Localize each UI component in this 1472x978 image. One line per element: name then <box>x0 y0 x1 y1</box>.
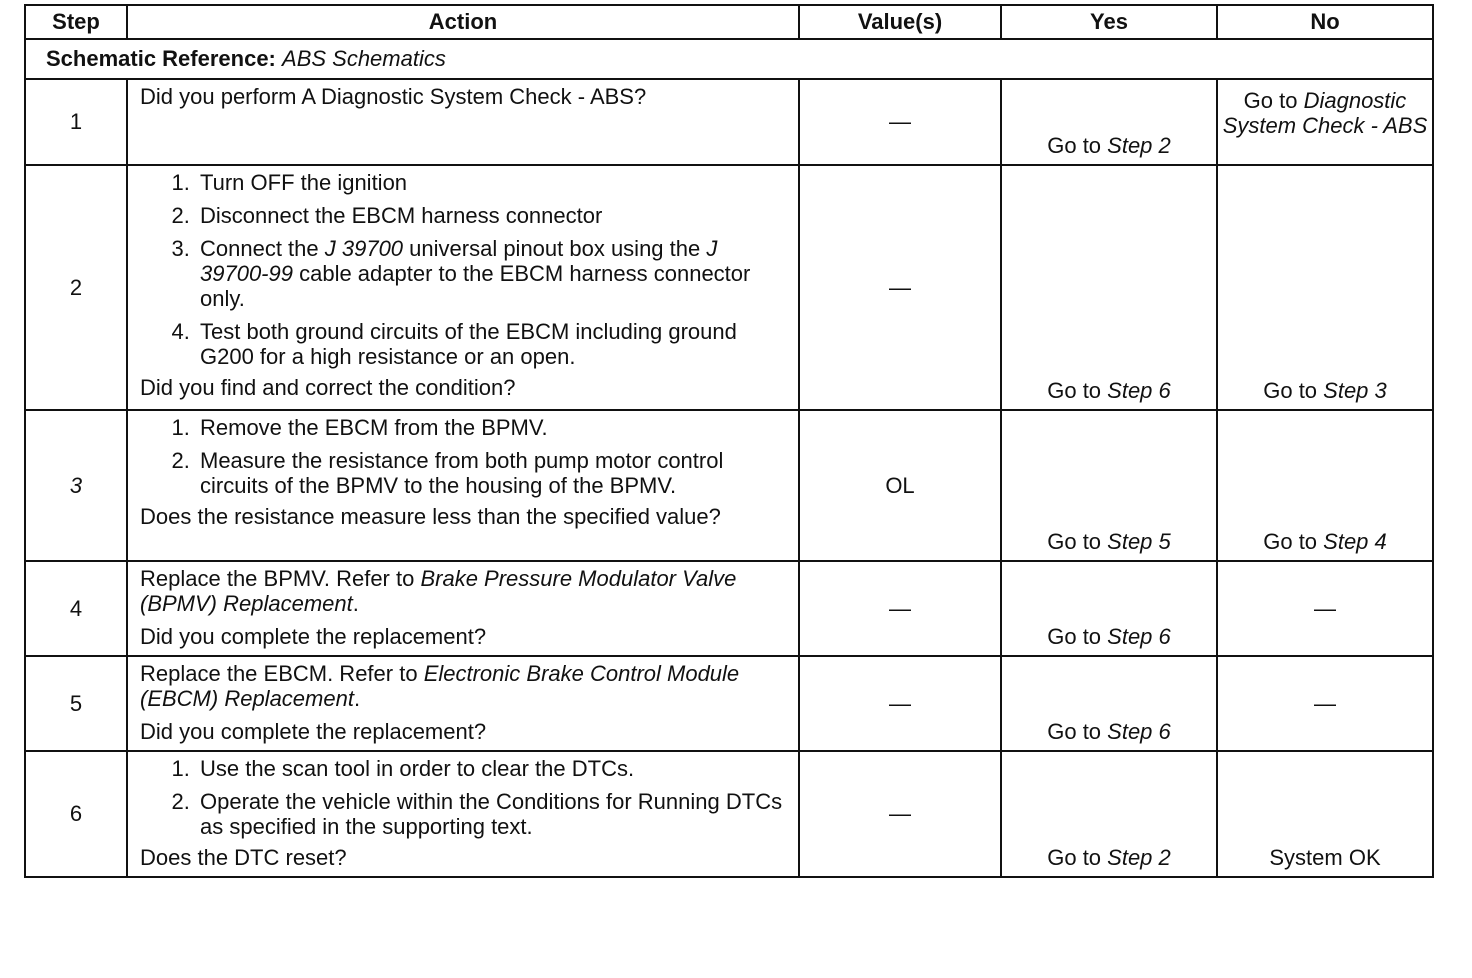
value-cell: — <box>799 751 1001 877</box>
value-cell: — <box>799 165 1001 410</box>
action-question: Did you perform A Diagnostic System Check - ABS? <box>140 84 647 109</box>
no-link[interactable]: Diagnostic System Check - ABS <box>1222 88 1428 138</box>
header-row <box>25 5 1433 39</box>
step-number: 3 <box>25 410 127 561</box>
yes-link[interactable]: Step 2 <box>1107 133 1171 158</box>
no-cell <box>1217 79 1433 165</box>
action-question: Does the DTC reset? <box>140 845 347 870</box>
action-cell <box>127 656 799 751</box>
table-row <box>25 410 1433 561</box>
action-step: 4. Test both ground circuits of the EBCM including ground G200 for a high resistance or an open. <box>196 319 786 369</box>
action-step: 2. Disconnect the EBCM harness connector <box>196 203 786 228</box>
step-number: 5 <box>25 656 127 751</box>
yes-prefix: Go to <box>1047 529 1108 554</box>
yes-prefix: Go to <box>1047 378 1108 403</box>
action-text: Replace the EBCM. Refer to Electronic Brake Control Module (EBCM) Replacement. <box>140 661 740 711</box>
schematic-reference-label: Schematic Reference: <box>46 46 276 71</box>
yes-link[interactable]: Step 5 <box>1107 529 1171 554</box>
no-prefix: Go to <box>1263 529 1324 554</box>
step-number: 1 <box>25 79 127 165</box>
no-cell: — <box>1217 656 1433 751</box>
action-step: 1. Use the scan tool in order to clear the DTCs. <box>196 756 786 781</box>
action-cell <box>127 561 799 656</box>
step-number: 6 <box>25 751 127 877</box>
yes-prefix: Go to <box>1047 845 1108 870</box>
table-row <box>25 656 1433 751</box>
action-steps <box>140 756 786 839</box>
value-cell: — <box>799 79 1001 165</box>
no-link[interactable]: Step 3 <box>1323 378 1387 403</box>
yes-link[interactable]: Step 6 <box>1107 378 1171 403</box>
action-step: 2. Measure the resistance from both pump motor control circuits of the BPMV to the housing of the BPMV. <box>196 448 786 498</box>
procedure-reference[interactable]: Electronic Brake Control Module (EBCM) Replacement <box>140 661 740 711</box>
header-action: Action <box>127 5 799 39</box>
action-text: Replace the BPMV. Refer to Brake Pressure Modulator Valve (BPMV) Replacement. <box>140 566 737 616</box>
tool-reference[interactable]: J 39700-99 <box>200 236 718 286</box>
action-step: 3. Connect the J 39700 universal pinout box using the J 39700-99 cable adapter to the EBCM harness connector only. <box>196 236 786 311</box>
table-row <box>25 751 1433 877</box>
header-yes: Yes <box>1001 5 1217 39</box>
header-values: Value(s) <box>799 5 1001 39</box>
no-prefix: Go to <box>1243 88 1304 113</box>
action-cell <box>127 751 799 877</box>
schematic-reference-link[interactable]: ABS Schematics <box>282 46 446 71</box>
diagnostic-table <box>24 4 1434 878</box>
value-cell: — <box>799 656 1001 751</box>
no-cell: — <box>1217 561 1433 656</box>
action-cell <box>127 79 799 165</box>
value-cell: — <box>799 561 1001 656</box>
yes-cell <box>1001 410 1217 561</box>
procedure-reference[interactable]: Brake Pressure Modulator Valve (BPMV) Replacement <box>140 566 737 616</box>
no-prefix: Go to <box>1263 378 1324 403</box>
yes-prefix: Go to <box>1047 624 1108 649</box>
action-question: Did you find and correct the condition? <box>140 375 516 400</box>
no-link[interactable]: Step 4 <box>1323 529 1387 554</box>
value-cell: OL <box>799 410 1001 561</box>
yes-prefix: Go to <box>1047 719 1108 744</box>
yes-prefix: Go to <box>1047 133 1108 158</box>
yes-cell <box>1001 561 1217 656</box>
action-steps <box>140 170 786 369</box>
yes-cell <box>1001 79 1217 165</box>
no-cell <box>1217 165 1433 410</box>
action-step: 2. Operate the vehicle within the Conditions for Running DTCs as specified in the supporting text. <box>196 789 786 839</box>
header-no: No <box>1217 5 1433 39</box>
no-cell: System OK <box>1217 751 1433 877</box>
action-step: 1. Turn OFF the ignition <box>196 170 786 195</box>
table-row <box>25 165 1433 410</box>
no-cell <box>1217 410 1433 561</box>
yes-link[interactable]: Step 6 <box>1107 624 1171 649</box>
yes-link[interactable]: Step 2 <box>1107 845 1171 870</box>
action-question: Does the resistance measure less than the specified value? <box>140 504 721 529</box>
action-cell <box>127 410 799 561</box>
action-question: Did you complete the replacement? <box>140 624 487 649</box>
tool-reference[interactable]: J 39700 <box>324 236 404 261</box>
table-row <box>25 79 1433 165</box>
yes-cell <box>1001 165 1217 410</box>
yes-cell <box>1001 751 1217 877</box>
action-steps <box>140 415 786 498</box>
table-row <box>25 561 1433 656</box>
yes-cell <box>1001 656 1217 751</box>
header-step: Step <box>25 5 127 39</box>
action-step: 1. Remove the EBCM from the BPMV. <box>196 415 786 440</box>
schematic-reference-row <box>25 39 1433 79</box>
schematic-reference <box>25 39 1433 79</box>
step-number: 4 <box>25 561 127 656</box>
action-question: Did you complete the replacement? <box>140 719 487 744</box>
action-cell <box>127 165 799 410</box>
step-number: 2 <box>25 165 127 410</box>
yes-link[interactable]: Step 6 <box>1107 719 1171 744</box>
